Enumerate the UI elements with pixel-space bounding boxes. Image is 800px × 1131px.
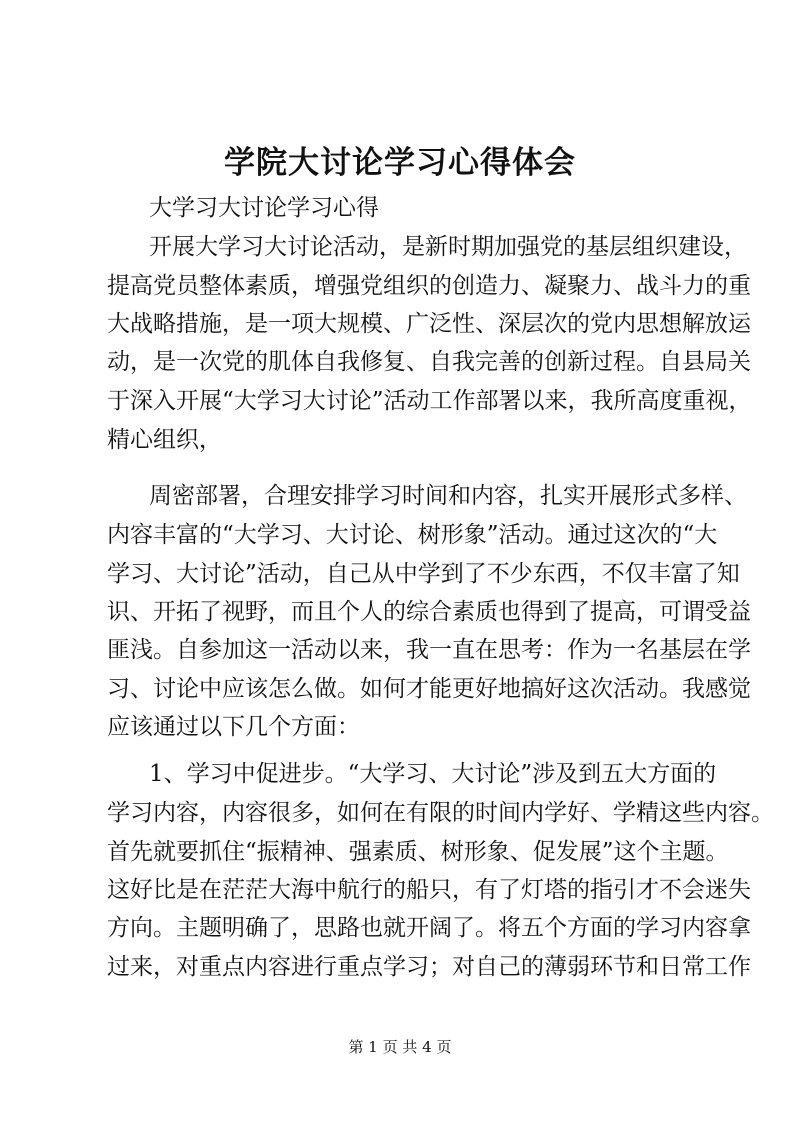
page-number-footer: 第 1 页 共 4 页 (348, 1038, 452, 1056)
paragraph-line: 方向。主题明确了，思路也就开阔了。将五个方面的学习内容拿 (107, 915, 751, 941)
paragraph-line: 习、讨论中应该怎么做。如何才能更好地搞好这次活动。我感觉 (107, 676, 751, 702)
document-title: 学院大讨论学习心得体会 (224, 145, 576, 181)
paragraph-line: 识、开拓了视野，而且个人的综合素质也得到了提高，可谓受益 (107, 599, 751, 625)
paragraph-line: 这好比是在茫茫大海中航行的船只，有了灯塔的指引才不会迷失 (107, 877, 751, 903)
paragraph-line: 匪浅。自参加这一活动以来，我一直在思考：作为一名基层在学 (107, 637, 751, 663)
paragraph-line: 周密部署，合理安排学习时间和内容，扎实开展形式多样、 (149, 483, 747, 509)
paragraph-line: 开展大学习大讨论活动，是新时期加强党的基层组织建设， (149, 234, 747, 260)
paragraph-line: 学习内容，内容很多，如何在有限的时间内学好、学精这些内容。 (107, 800, 774, 826)
paragraph-line: 大战略措施，是一项大规模、广泛性、深层次的党内思想解放运 (107, 311, 751, 337)
paragraph-line: 1、学习中促进步。“大学习、大讨论”涉及到五大方面的 (149, 761, 717, 787)
paragraph-line: 大学习大讨论学习心得 (149, 195, 379, 221)
paragraph-line: 动，是一次党的肌体自我修复、自我完善的创新过程。自县局关 (107, 349, 751, 375)
paragraph-line: 学习、大讨论”活动，自己从中学到了不少东西，不仅丰富了知 (107, 561, 740, 587)
paragraph-line: 过来，对重点内容进行重点学习；对自己的薄弱环节和日常工作 (107, 954, 751, 980)
paragraph-line: 提高党员整体素质，增强党组织的创造力、凝聚力、战斗力的重 (107, 273, 751, 299)
paragraph-line: 首先就要抓住“振精神、强素质、树形象、促发展”这个主题。 (107, 839, 729, 865)
paragraph-line: 精心组织， (107, 427, 222, 453)
paragraph-line: 内容丰富的“大学习、大讨论、树形象”活动。通过这次的“大 (107, 522, 718, 548)
paragraph-line: 应该通过以下几个方面： (107, 714, 360, 740)
paragraph-line: 于深入开展“大学习大讨论”活动工作部署以来，我所高度重视， (107, 388, 752, 414)
